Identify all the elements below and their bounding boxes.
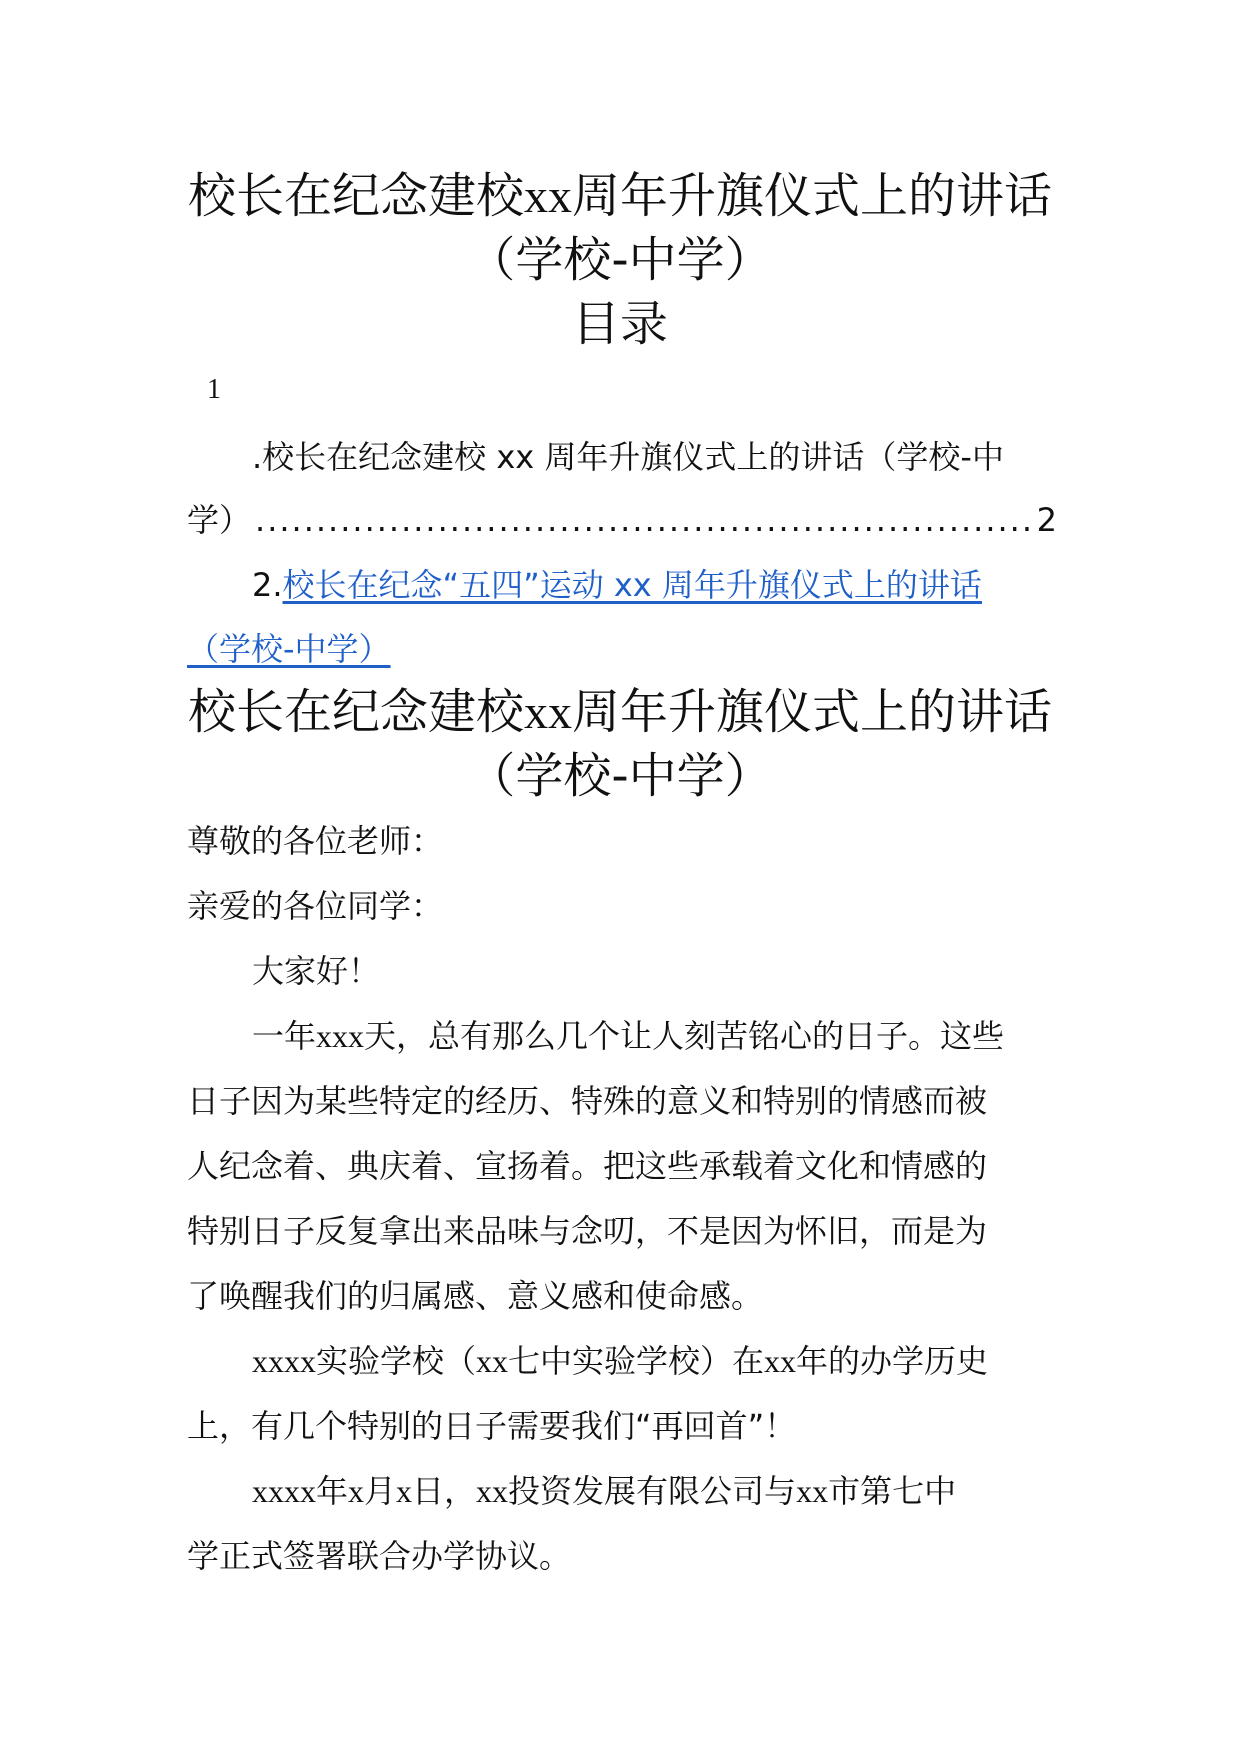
p1-text-a: 一年 bbox=[252, 1017, 317, 1055]
p2-xxxx: xxxx bbox=[252, 1343, 316, 1379]
title-xx: xx bbox=[524, 170, 572, 223]
p1-xxx: xxx bbox=[316, 1018, 365, 1054]
toc-item-2-link[interactable]: 校长在纪念“五四”运动 xx 周年升旗仪式上的讲话 bbox=[282, 566, 982, 604]
p2-xx-2: xx bbox=[764, 1343, 797, 1379]
greeting: 大家好！ bbox=[252, 952, 381, 990]
paragraph-2-line-2: 上，有几个特别的日子需要我们“再回首”！ bbox=[187, 1407, 797, 1445]
article-subtitle: （学校-中学） bbox=[467, 748, 773, 804]
article-title bbox=[0, 680, 1240, 745]
toc-heading: 目录 bbox=[571, 296, 668, 352]
p1-text-c: 天，总有那么几个让人刻苦铭心的日子。这些 bbox=[364, 1017, 1005, 1055]
p2-text-b: 实验学校（ bbox=[316, 1342, 477, 1380]
toc-item-2-line-2 bbox=[187, 627, 1057, 671]
toc-item-1-line-1[interactable]: .校长在纪念建校 xx 周年升旗仪式上的讲话（学校-中 bbox=[252, 438, 1004, 476]
p2-xx-1: xx bbox=[476, 1343, 509, 1379]
title-text-2: 周年升旗仪式上的讲话 bbox=[572, 168, 1053, 224]
paragraph-1-line-1 bbox=[252, 1014, 1057, 1058]
p2-text-f: 年的办学历史 bbox=[796, 1342, 989, 1380]
toc-item-1-page: 2 bbox=[1036, 501, 1057, 539]
p3-text-h: 投资发展有限公司与 bbox=[508, 1472, 797, 1510]
p3-day: 日， bbox=[412, 1472, 477, 1510]
toc-item-2-prefix: 2. bbox=[252, 566, 283, 604]
toc-item-1-tail: 学） bbox=[187, 501, 252, 539]
salutation-students: 亲爱的各位同学： bbox=[187, 887, 444, 925]
p3-xxxx: xxxx bbox=[252, 1473, 316, 1509]
p2-text-d: 七中实验学校）在 bbox=[508, 1342, 765, 1380]
salutation-teachers: 尊敬的各位老师： bbox=[187, 822, 444, 860]
p3-xx-2: xx bbox=[796, 1473, 829, 1509]
p3-xx-1: xx bbox=[476, 1473, 509, 1509]
paragraph-3-line-2: 学正式签署联合办学协议。 bbox=[187, 1537, 572, 1575]
paragraph-1-line-4: 特别日子反复拿出来品味与念叨，不是因为怀旧，而是为 bbox=[187, 1212, 988, 1250]
paragraph-1-line-5: 了唤醒我们的归属感、意义感和使命感。 bbox=[187, 1277, 764, 1315]
toc-item-2-line-1 bbox=[252, 563, 1057, 607]
article-title-text-2: 周年升旗仪式上的讲话 bbox=[572, 684, 1053, 740]
p3-x-2: x bbox=[396, 1473, 413, 1509]
toc-leader-dots bbox=[255, 498, 1033, 542]
toc-item-2-link-cont[interactable]: （学校-中学） bbox=[187, 630, 391, 668]
paragraph-1-line-2: 日子因为某些特定的经历、特殊的意义和特别的情感而被 bbox=[187, 1082, 988, 1120]
toc-item-1-line-2[interactable] bbox=[187, 498, 1057, 542]
title-text-1: 校长在纪念建校 bbox=[187, 168, 524, 224]
document-subtitle: （学校-中学） bbox=[467, 232, 773, 288]
p3-x-1: x bbox=[348, 1473, 365, 1509]
toc-number: 1 bbox=[207, 374, 221, 405]
paragraph-3-line-1 bbox=[252, 1469, 1057, 1513]
document-title bbox=[0, 164, 1240, 229]
p3-year: 年 bbox=[316, 1472, 349, 1510]
article-title-xx: xx bbox=[524, 686, 572, 739]
p3-month: 月 bbox=[364, 1472, 397, 1510]
paragraph-2-line-1 bbox=[252, 1339, 1057, 1383]
article-title-text-1: 校长在纪念建校 bbox=[187, 684, 524, 740]
paragraph-1-line-3: 人纪念着、典庆着、宣扬着。把这些承载着文化和情感的 bbox=[187, 1147, 988, 1185]
p3-text-j: 市第七中 bbox=[828, 1472, 957, 1510]
